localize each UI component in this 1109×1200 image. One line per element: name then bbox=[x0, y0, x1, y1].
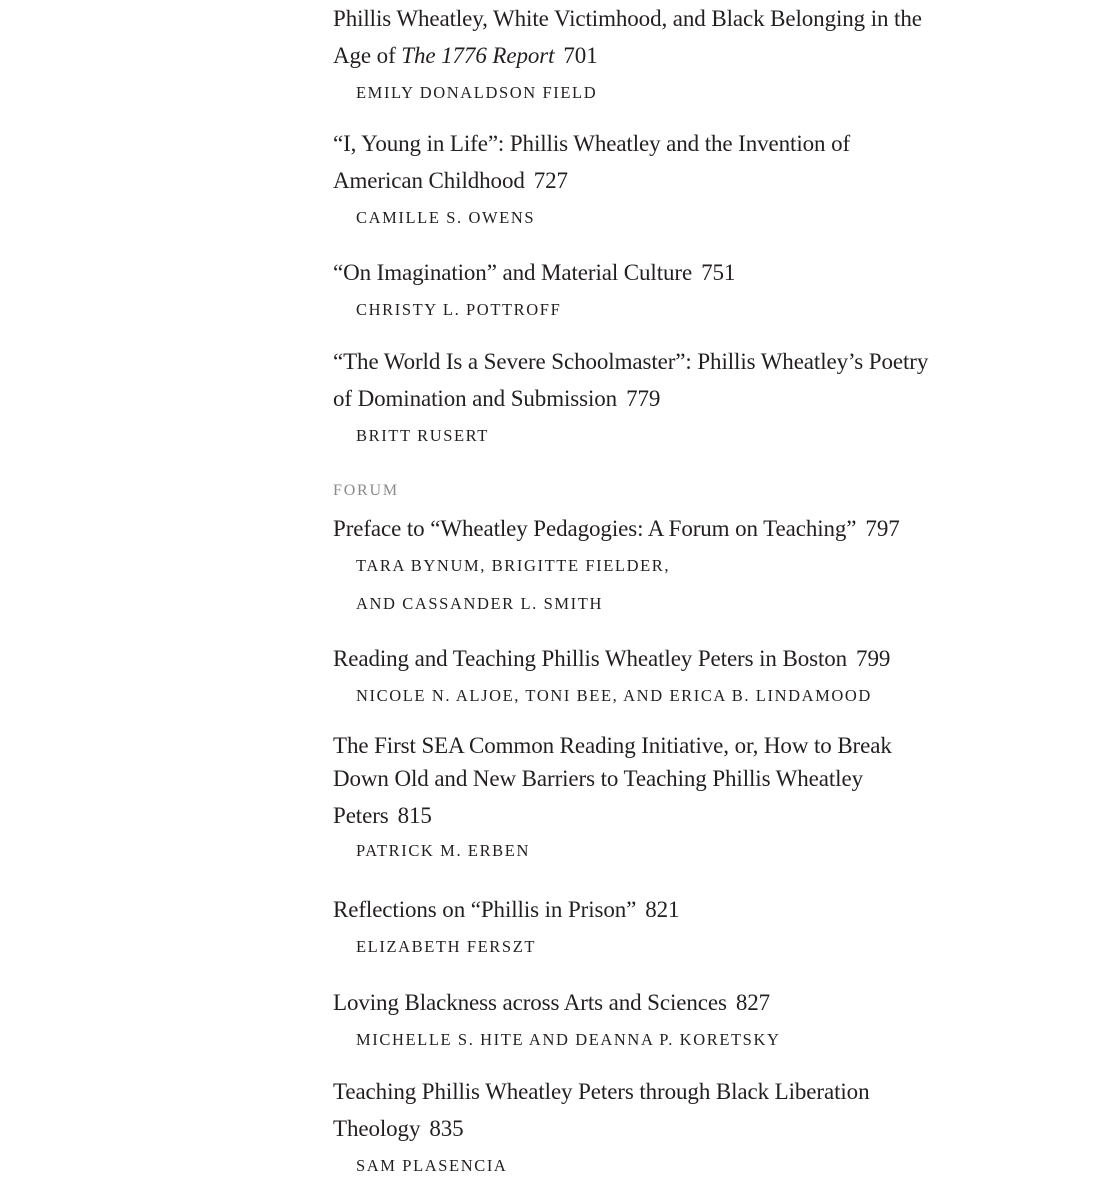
entry-author: AND CASSANDER L. SMITH bbox=[356, 594, 603, 613]
entry-author: NICOLE N. ALJOE, TONI BEE, AND ERICA B. LINDAMOOD bbox=[356, 686, 872, 705]
toc-entry bbox=[333, 254, 973, 329]
title-line: Age of bbox=[333, 43, 402, 68]
entry-author: SAM PLASENCIA bbox=[356, 1156, 508, 1175]
page-number: 799 bbox=[856, 646, 891, 671]
entry-author: CAMILLE S. OWENS bbox=[356, 208, 536, 227]
title-italic: The 1776 Report bbox=[401, 43, 555, 68]
title-line: Down Old and New Barriers to Teaching Phillis Wheatley bbox=[333, 766, 863, 791]
entry-title bbox=[333, 0, 973, 74]
title-line: “On Imagination” and Material Culture bbox=[333, 260, 693, 285]
entry-author: EMILY DONALDSON FIELD bbox=[356, 83, 598, 102]
title-line: Loving Blackness across Arts and Sciences bbox=[333, 990, 727, 1015]
page-number: 701 bbox=[563, 43, 598, 68]
toc-entry bbox=[333, 1073, 973, 1185]
entry-author: MICHELLE S. HITE AND DEANNA P. KORETSKY bbox=[356, 1030, 781, 1049]
title-line: Reading and Teaching Phillis Wheatley Peters in Boston bbox=[333, 646, 848, 671]
toc-entry bbox=[333, 729, 973, 870]
entry-title bbox=[333, 343, 973, 417]
title-line: Reflections on “Phillis in Prison” bbox=[333, 897, 637, 922]
toc-entry bbox=[333, 0, 973, 112]
page-number: 797 bbox=[865, 516, 900, 541]
page-number: 751 bbox=[701, 260, 736, 285]
entry-title bbox=[333, 891, 973, 928]
entry-author: CHRISTY L. POTTROFF bbox=[356, 300, 562, 319]
title-line: “The World Is a Severe Schoolmaster”: Phillis Wheatley’s Poetry bbox=[333, 349, 929, 374]
entry-title bbox=[333, 254, 973, 291]
toc-entry bbox=[333, 640, 973, 715]
title-line: Teaching Phillis Wheatley Peters through Black Liberation bbox=[333, 1079, 870, 1104]
entry-author: BRITT RUSERT bbox=[356, 426, 489, 445]
page-number: 821 bbox=[645, 897, 680, 922]
title-line: American Childhood bbox=[333, 168, 525, 193]
title-line: of Domination and Submission bbox=[333, 386, 618, 411]
title-line: Peters bbox=[333, 803, 389, 828]
entry-author: ELIZABETH FERSZT bbox=[356, 937, 537, 956]
page-number: 779 bbox=[626, 386, 661, 411]
title-line: “I, Young in Life”: Phillis Wheatley and the Invention of bbox=[333, 131, 851, 156]
entry-title bbox=[333, 125, 973, 199]
toc-entry bbox=[333, 891, 973, 966]
entry-title bbox=[333, 729, 973, 832]
entry-title bbox=[333, 510, 973, 547]
entry-title bbox=[333, 640, 973, 677]
section-label-forum: FORUM bbox=[333, 482, 399, 499]
page-number: 815 bbox=[397, 803, 432, 828]
toc-entry bbox=[333, 510, 973, 623]
page-number: 827 bbox=[735, 990, 771, 1015]
entry-author: PATRICK M. ERBEN bbox=[356, 841, 530, 860]
toc-entry bbox=[333, 343, 973, 455]
title-line: Preface to “Wheatley Pedagogies: A Forum on Teaching” bbox=[333, 516, 857, 541]
toc-entry bbox=[333, 984, 973, 1059]
page-number: 727 bbox=[533, 168, 568, 193]
title-line: Theology bbox=[333, 1116, 421, 1141]
entry-author: TARA BYNUM, BRIGITTE FIELDER, bbox=[356, 556, 671, 575]
title-line: The First SEA Common Reading Initiative, or, How to Break bbox=[333, 733, 892, 758]
toc-entry bbox=[333, 125, 973, 237]
page-number: 835 bbox=[429, 1116, 464, 1141]
entry-title bbox=[333, 984, 973, 1021]
entry-title bbox=[333, 1073, 973, 1147]
title-line: Phillis Wheatley, White Victimhood, and Black Belonging in the bbox=[333, 6, 922, 31]
